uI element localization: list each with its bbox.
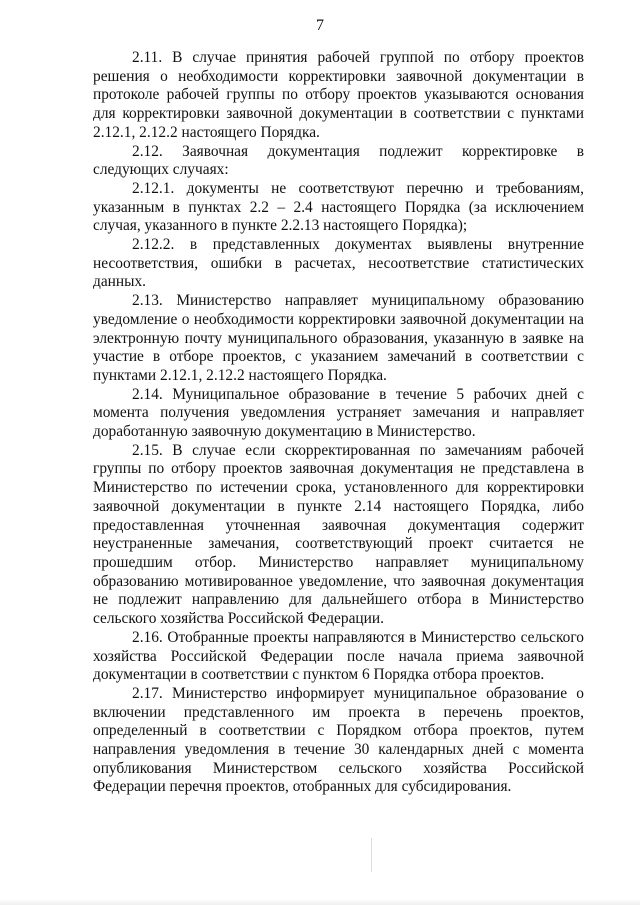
paragraph-2-11: 2.11. В случае принятия рабочей группой по отбору проектов решения о необходимости корректировки заявочной документации в протоколе рабочей группы по отбору проектов указываются основания для корректировки заявочной документации в соответствии с пунктами 2.12.1, 2.12.2 настоящего Порядка. — [93, 49, 584, 141]
scan-bottom-edge — [0, 899, 640, 905]
paragraph-2-16: 2.16. Отобранные проекты направляются в Министерство сельского хозяйства Российской Федерации после начала приема заявочной документации в соответствии с пунктом 6 Порядка отбора проектов. — [93, 628, 584, 684]
paragraph-2-13: 2.13. Министерство направляет муниципальному образованию уведомление о необходимости корректировки заявочной документации на электронную почту муниципального образования, указанную в заявке на участие в отборе проектов, с указанием замечаний в соответствии с пунктами 2.12.1, 2.12.2 настоящего Порядка. — [93, 292, 584, 384]
page-number: 7 — [316, 17, 324, 34]
scan-artifact-line — [371, 838, 372, 872]
paragraph-2-17: 2.17. Министерство информирует муниципальное образование о включении представленного им проекта в перечень проектов, определенный в соответствии с Порядком отбора проектов, путем направления уведомления в течение 30 календарных дней с момента опубликования Министерством сельского хозяйства Российской Федерации перечня проектов, отобранных для субсидирования. — [93, 684, 584, 796]
paragraph-2-12-1: 2.12.1. документы не соответствуют перечню и требованиям, указанным в пунктах 2.2 – 2.4 настоящего Порядка (за исключением случая, указанного в пункте 2.2.13 настоящего Порядка); — [93, 179, 584, 235]
document-body — [93, 49, 584, 797]
paragraph-2-12-2: 2.12.2. в представленных документах выявлены внутренние несоответствия, ошибки в расчетах, несоответствие статистических данных. — [93, 236, 584, 291]
paragraph-2-14: 2.14. Муниципальное образование в течение 5 рабочих дней с момента получения уведомления устраняет замечания и направляет доработанную заявочную документацию в Министерство. — [93, 385, 584, 441]
paragraph-2-12: 2.12. Заявочная документация подлежит корректировке в следующих случаях: — [93, 142, 584, 179]
paragraph-2-15: 2.15. В случае если скорректированная по замечаниям рабочей группы по отбору проектов заявочная документация не представлена в Министерство по истечении срока, установленного для корректировки заявочной документации в пункте 2.14 настоящего Порядка, либо предоставленная уточненная заявочная документация содержит неустраненные замечания, соответствующий проект считается не прошедшим отбор. Министерство направляет муниципальному образованию мотивированное уведомление, что заявочная документация не подлежит направлению для дальнейшего отбора в Министерство сельского хозяйства Российской Федерации. — [93, 441, 584, 628]
